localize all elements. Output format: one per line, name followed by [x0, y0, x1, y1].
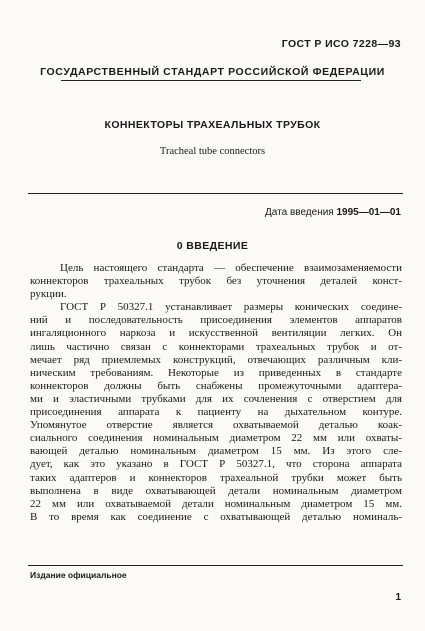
text-line: рукции. — [30, 288, 67, 301]
body-text — [30, 262, 402, 524]
intro-date-value: 1995—01—01 — [336, 207, 401, 218]
text-line: мечает ряд приемлемых конструкций, отвечающих различным кли- — [30, 353, 402, 366]
text-line: выполнена в виде охватывающей детали номинальным диаметром — [30, 484, 402, 497]
text-line: таких адаптеров и коннекторов трахеальной трубки может быть — [30, 471, 402, 484]
text-line: присоединения аппарата к пациенту на дыхательном контуре. — [30, 406, 402, 419]
text-line: Упомянутое отверстие является охватываемой деталью коак- — [30, 419, 402, 432]
text-line: вающей деталью номинальным диаметром 15 мм. Из этого сле- — [30, 445, 402, 458]
text-line: ГОСТ Р 50327.1 устанавливает размеры конических соедине- — [60, 301, 402, 314]
text-line: дует, как это указано в ГОСТ Р 50327.1, что сторона аппарата — [30, 458, 402, 471]
text-line: ингаляционного наркоза и искусственной вентиляции легких. Он — [30, 327, 402, 340]
gost-code: ГОСТ Р ИСО 7228—93 — [281, 38, 401, 50]
document-title-en: Tracheal tube connectors — [159, 146, 266, 157]
text-line: коннекторов должны быть снабжены промежуточными адаптера- — [30, 379, 402, 392]
page-number: 1 — [395, 592, 401, 603]
intro-date — [265, 207, 401, 218]
footer-edition-label: Издание официальное — [30, 570, 127, 580]
document-title-ru: КОННЕКТОРЫ ТРАХЕАЛЬНЫХ ТРУБОК — [104, 119, 321, 131]
text-line: В то время как соединение с охватывающей деталью номиналь- — [30, 510, 402, 523]
divider-bottom — [28, 565, 403, 566]
text-line: лишь частично связан с коннекторами трахеальных трубок и от- — [30, 340, 402, 353]
intro-date-label: Дата введения — [265, 207, 334, 218]
divider-top — [28, 193, 403, 194]
text-line: Цель настоящего стандарта — обеспечение взаимозаменяемости — [60, 262, 402, 274]
text-line: сиального соединения номинальным диаметром 22 мм или охваты- — [30, 432, 402, 445]
text-line: ний и последовательность присоединения элементов аппаратов — [30, 314, 402, 327]
section-heading: 0 ВВЕДЕНИЕ — [176, 240, 249, 252]
text-line: коннекторов трахеальных трубок без уточнения деталей конст- — [30, 275, 402, 288]
title-underline — [61, 80, 361, 81]
text-line: 22 мм или охватываемой детали номинальным диаметром 15 мм. — [30, 497, 402, 510]
standard-title: ГОСУДАРСТВЕННЫЙ СТАНДАРТ РОССИЙСКОЙ ФЕДЕРАЦИИ — [40, 66, 385, 78]
text-line: ми и эластичными трубками для их сочленения с отверстием для — [30, 392, 402, 405]
text-line: ническим требованиям. Некоторые из приведенных в стандарте — [30, 366, 402, 379]
